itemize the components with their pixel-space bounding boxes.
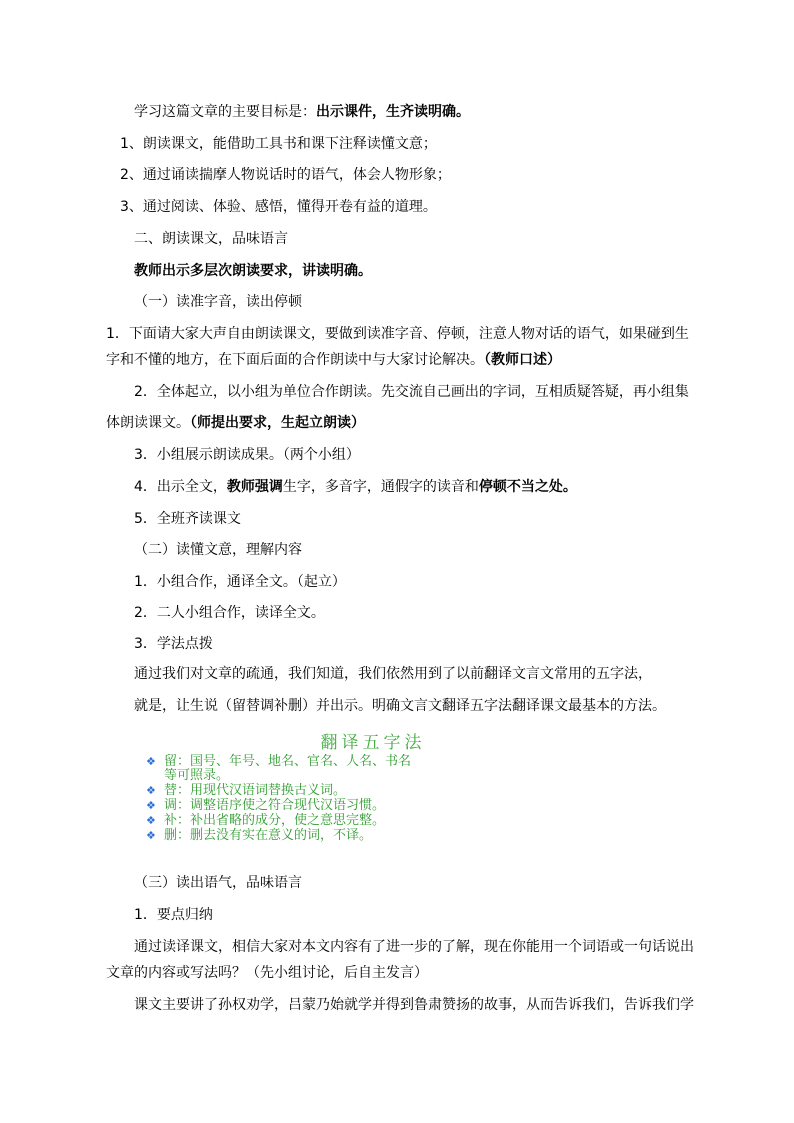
diamond-bullet-icon: ❖ <box>146 814 156 827</box>
p2-line2 <box>106 413 365 433</box>
slide-item-1-text: 留：国号、年号、地名、官名、人名、书名 <box>164 754 412 769</box>
slide-title: 翻译五字法 <box>320 733 426 753</box>
slide-item-3-text: 调：调整语序使之符合现代汉语习惯。 <box>164 798 386 813</box>
p4-c: 生字，多音字，通假字的读音和 <box>282 479 479 495</box>
slide-item-3 <box>146 798 385 813</box>
p2-line1: 2．全体起立，以小组为单位合作朗读。先交流自己画出的字词，互相质疑答疑，再小组集 <box>134 384 689 400</box>
s2-item-3: 3．学法点拨 <box>134 636 213 652</box>
p4-b: 教师强调 <box>226 479 283 495</box>
s3-item-1: 1．要点归纳 <box>134 907 213 923</box>
translation-method-slide <box>138 726 608 841</box>
slide-item-4 <box>146 813 385 828</box>
s3-para-1-line1: 通过读译课文，相信大家对本文内容有了进一步的了解，现在你能用一个词语或一句话说出 <box>134 939 694 955</box>
diamond-bullet-icon: ❖ <box>146 784 156 797</box>
s2-item-1: 1．小组合作，通译全文。（起立） <box>134 574 346 590</box>
slide-item-4-text: 补：补出省略的成分，使之意思完整。 <box>164 813 386 828</box>
sub2-title: （二）读懂文意，理解内容 <box>134 542 302 558</box>
goal-intro <box>134 102 470 122</box>
s3-para-1-line2: 文章的内容或写法吗？（先小组讨论，后自主发言） <box>106 965 428 981</box>
p2-bold: （师提出要求，生起立朗读） <box>190 415 365 431</box>
p1-line2-text: 字和不懂的地方，在下面后面的合作朗读中与大家讨论解决。 <box>106 352 484 368</box>
slide-item-1 <box>146 754 411 769</box>
s2-para-2: 就是，让生说（留替调补删）并出示。明确文言文翻译五字法翻译课文最基本的方法。 <box>134 698 666 714</box>
slide-item-5-text: 删：删去没有实在意义的词，不译。 <box>164 828 373 843</box>
diamond-bullet-icon: ❖ <box>146 755 156 768</box>
p4-a: 4．出示全文， <box>134 479 227 495</box>
diamond-bullet-icon: ❖ <box>146 829 156 842</box>
s2-item-2: 2．二人小组合作，读译全文。 <box>134 605 325 621</box>
slide-item-2-text: 替：用现代汉语词替换古义词。 <box>164 783 347 798</box>
p2-line2-text: 体朗读课文。 <box>106 415 190 431</box>
sub1-title: （一）读准字音，读出停顿 <box>134 294 302 310</box>
diamond-bullet-icon: ❖ <box>146 799 156 812</box>
p3: 3．小组展示朗读成果。（两个小组） <box>134 447 360 463</box>
slide-item-2 <box>146 783 346 798</box>
p1-line2 <box>106 350 561 370</box>
goal-intro-text: 学习这篇文章的主要目标是： <box>134 104 316 120</box>
s2-para-1: 通过我们对文章的疏通，我们知道，我们依然用到了以前翻译文言文常用的五字法， <box>134 666 652 682</box>
s3-para-2: 课文主要讲了孙权劝学，吕蒙乃始就学并得到鲁肃赞扬的故事，从而告诉我们，告诉我们学 <box>134 997 694 1013</box>
goal-item-2: 2、通过诵读揣摩人物说话时的语气，体会人物形象； <box>120 167 451 183</box>
sub3-title: （三）读出语气，品味语言 <box>134 875 302 891</box>
section2-title: 二、朗读课文，品味语言 <box>134 231 288 247</box>
p5: 5．全班齐读课文 <box>134 511 241 527</box>
p1-line1: 1．下面请大家大声自由朗读课文，要做到读准字音、停顿，注意人物对话的语气，如果碰到生 <box>106 326 689 342</box>
goal-item-1: 1、朗读课文，能借助工具书和课下注释读懂文意； <box>120 136 437 152</box>
p4 <box>134 477 577 497</box>
p4-d: 停顿不当之处。 <box>478 479 577 495</box>
p1-bold: （教师口述） <box>484 352 561 368</box>
goal-intro-bold: 出示课件，生齐读明确。 <box>316 104 470 120</box>
slide-item-5 <box>146 828 372 843</box>
goal-item-3: 3、通过阅读、体验、感悟，懂得开卷有益的道理。 <box>120 199 437 215</box>
section2-bold: 教师出示多层次朗读要求，讲读明确。 <box>134 263 372 279</box>
slide-item-1-cont: 等可照录。 <box>164 768 230 783</box>
